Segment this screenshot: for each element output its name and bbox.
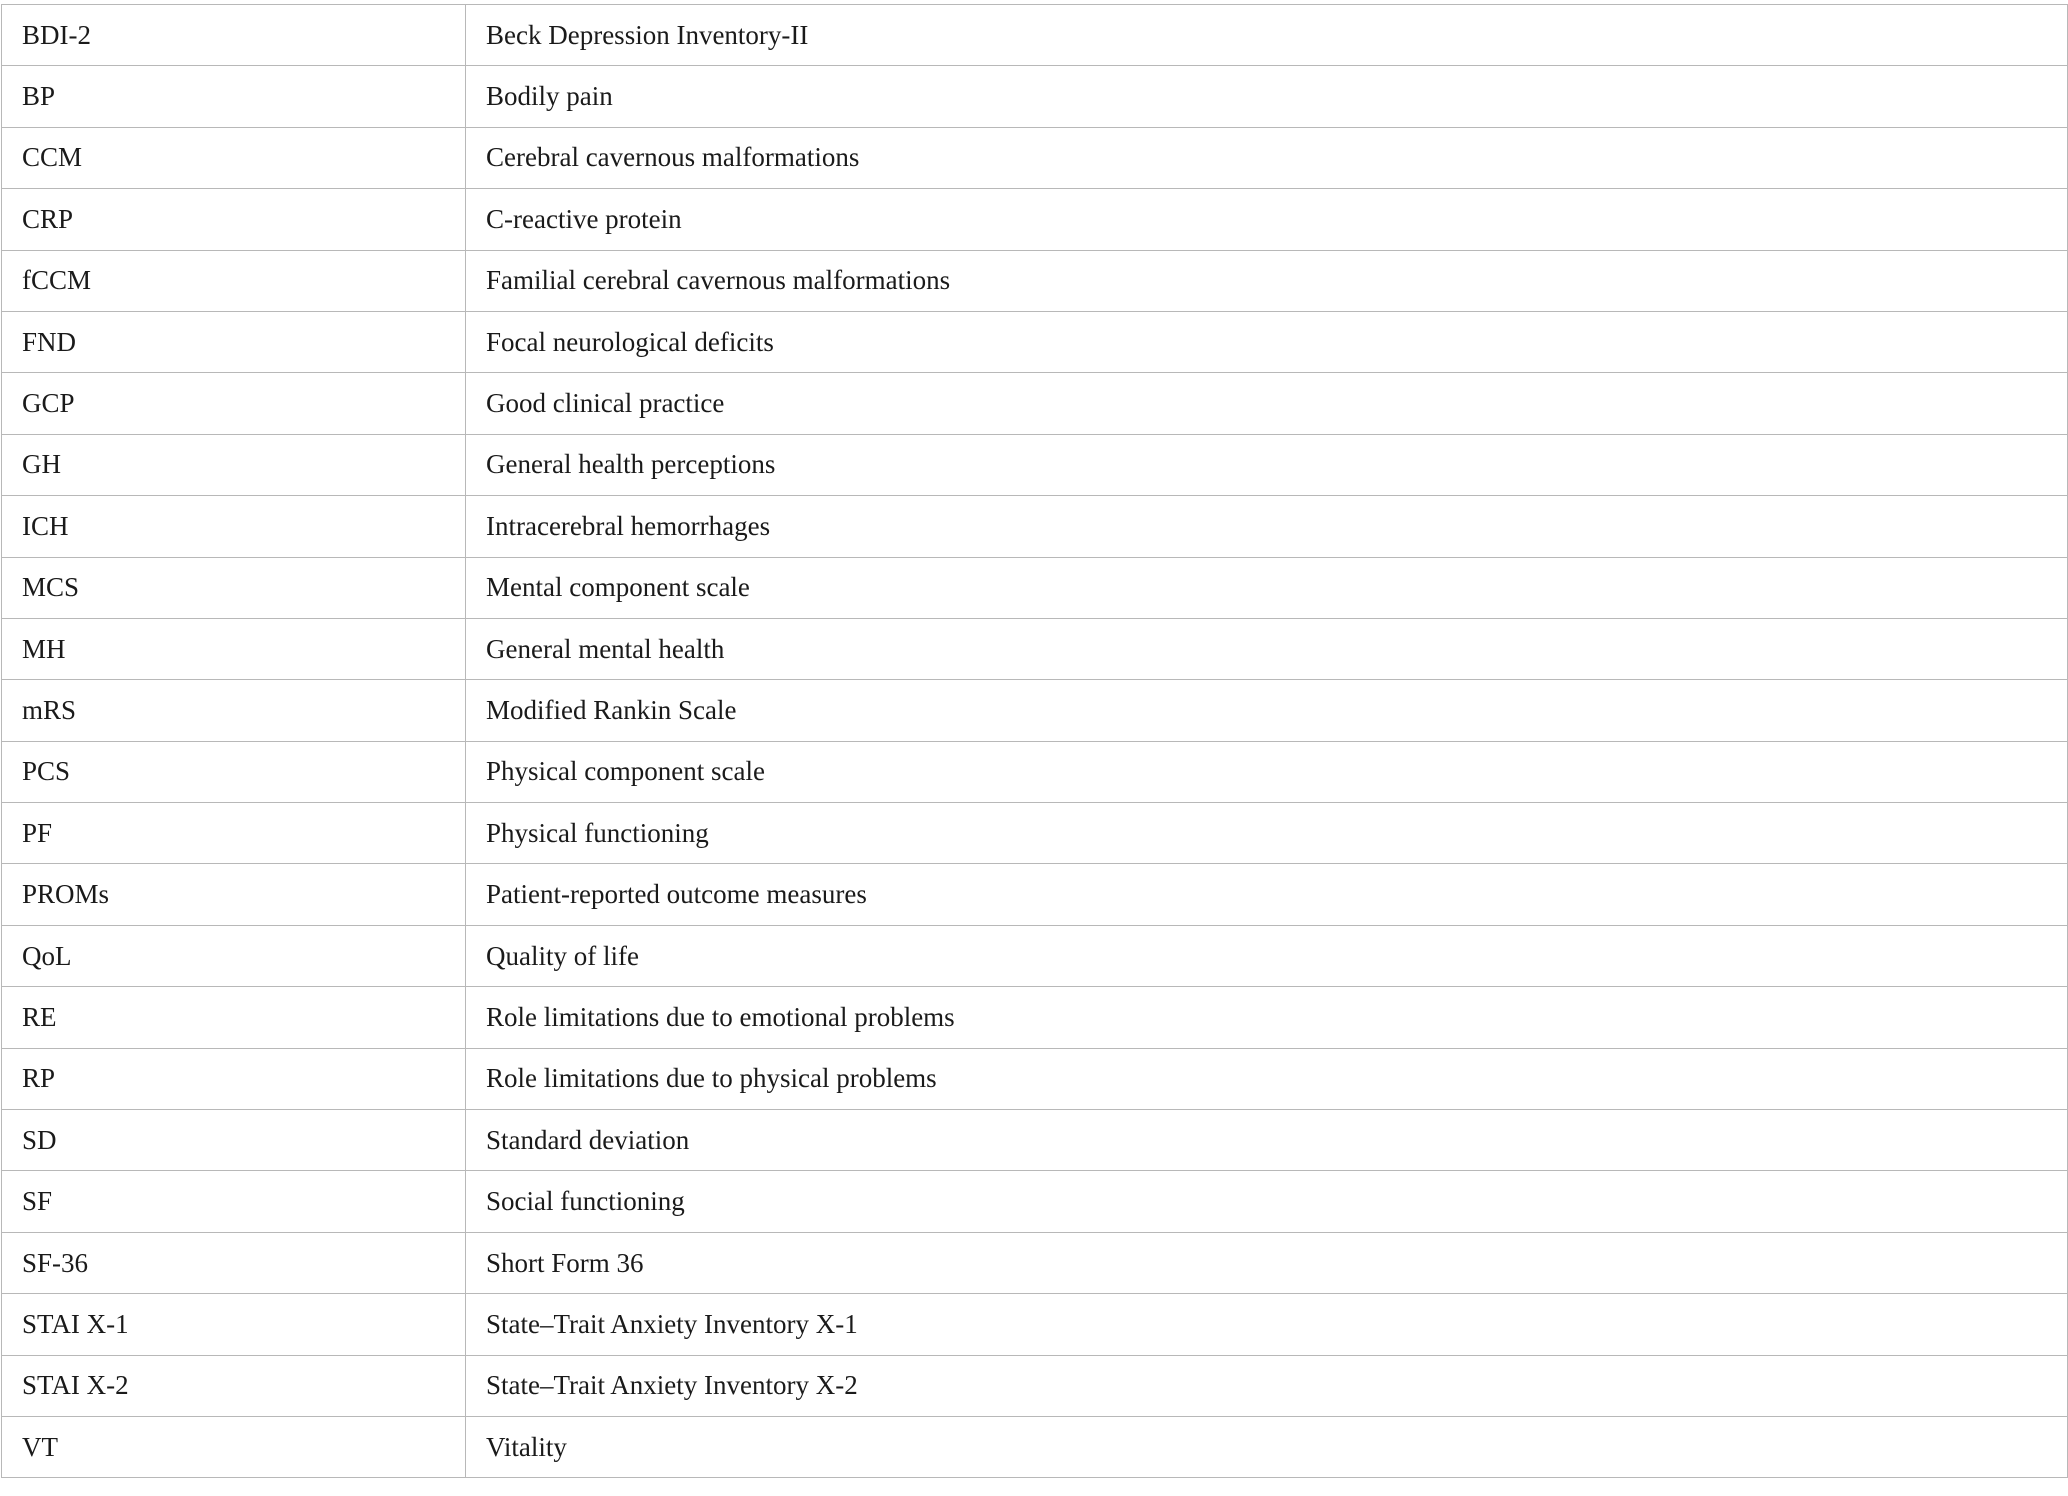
abbreviation-cell: fCCM <box>2 250 466 311</box>
definition-cell: Standard deviation <box>466 1110 2068 1171</box>
definition-cell: State–Trait Anxiety Inventory X-1 <box>466 1294 2068 1355</box>
table-row <box>2 803 2068 864</box>
abbreviation-cell: BP <box>2 66 466 127</box>
definition-cell: Physical component scale <box>466 741 2068 802</box>
table-row <box>2 373 2068 434</box>
table-row <box>2 311 2068 372</box>
definition-cell: General mental health <box>466 618 2068 679</box>
definition-cell: C-reactive protein <box>466 189 2068 250</box>
table-row <box>2 1416 2068 1477</box>
definition-cell: Bodily pain <box>466 66 2068 127</box>
definition-cell: Good clinical practice <box>466 373 2068 434</box>
abbreviation-cell: STAI X-1 <box>2 1294 466 1355</box>
abbreviation-cell: GCP <box>2 373 466 434</box>
definition-cell: Familial cerebral cavernous malformations <box>466 250 2068 311</box>
abbreviation-cell: PROMs <box>2 864 466 925</box>
table-row <box>2 1171 2068 1232</box>
table-row <box>2 5 2068 66</box>
table-row <box>2 250 2068 311</box>
definition-cell: Beck Depression Inventory-II <box>466 5 2068 66</box>
abbreviation-cell: SF <box>2 1171 466 1232</box>
table-row <box>2 66 2068 127</box>
definition-cell: Cerebral cavernous malformations <box>466 127 2068 188</box>
table-row <box>2 189 2068 250</box>
table-row <box>2 496 2068 557</box>
abbreviation-cell: STAI X-2 <box>2 1355 466 1416</box>
definition-cell: Focal neurological deficits <box>466 311 2068 372</box>
definition-cell: Role limitations due to physical problems <box>466 1048 2068 1109</box>
table-row <box>2 680 2068 741</box>
definition-cell: Physical functioning <box>466 803 2068 864</box>
abbreviation-cell: PCS <box>2 741 466 802</box>
table-row <box>2 987 2068 1048</box>
table-row <box>2 925 2068 986</box>
definition-cell: Patient-reported outcome measures <box>466 864 2068 925</box>
abbreviation-cell: RE <box>2 987 466 1048</box>
definition-cell: Role limitations due to emotional problems <box>466 987 2068 1048</box>
abbreviation-cell: MH <box>2 618 466 679</box>
abbreviation-cell: CCM <box>2 127 466 188</box>
definition-cell: State–Trait Anxiety Inventory X-2 <box>466 1355 2068 1416</box>
abbreviation-cell: SF-36 <box>2 1232 466 1293</box>
abbreviation-cell: MCS <box>2 557 466 618</box>
definition-cell: Mental component scale <box>466 557 2068 618</box>
abbreviation-cell: CRP <box>2 189 466 250</box>
abbreviation-cell: PF <box>2 803 466 864</box>
definition-cell: Vitality <box>466 1416 2068 1477</box>
table-row <box>2 1294 2068 1355</box>
table-row <box>2 557 2068 618</box>
definition-cell: Intracerebral hemorrhages <box>466 496 2068 557</box>
definition-cell: Short Form 36 <box>466 1232 2068 1293</box>
abbreviation-cell: SD <box>2 1110 466 1171</box>
definition-cell: Social functioning <box>466 1171 2068 1232</box>
abbreviation-cell: GH <box>2 434 466 495</box>
table-row <box>2 127 2068 188</box>
abbreviations-table-body <box>2 5 2068 1478</box>
abbreviation-cell: RP <box>2 1048 466 1109</box>
table-row <box>2 1355 2068 1416</box>
definition-cell: General health perceptions <box>466 434 2068 495</box>
table-row <box>2 864 2068 925</box>
table-row <box>2 1110 2068 1171</box>
definition-cell: Quality of life <box>466 925 2068 986</box>
abbreviation-cell: VT <box>2 1416 466 1477</box>
table-row <box>2 1048 2068 1109</box>
table-row <box>2 618 2068 679</box>
table-row <box>2 1232 2068 1293</box>
abbreviation-cell: FND <box>2 311 466 372</box>
table-row <box>2 434 2068 495</box>
abbreviation-cell: QoL <box>2 925 466 986</box>
abbreviation-cell: mRS <box>2 680 466 741</box>
definition-cell: Modified Rankin Scale <box>466 680 2068 741</box>
table-row <box>2 741 2068 802</box>
abbreviations-table <box>1 4 2068 1478</box>
abbreviation-cell: ICH <box>2 496 466 557</box>
abbreviation-cell: BDI-2 <box>2 5 466 66</box>
